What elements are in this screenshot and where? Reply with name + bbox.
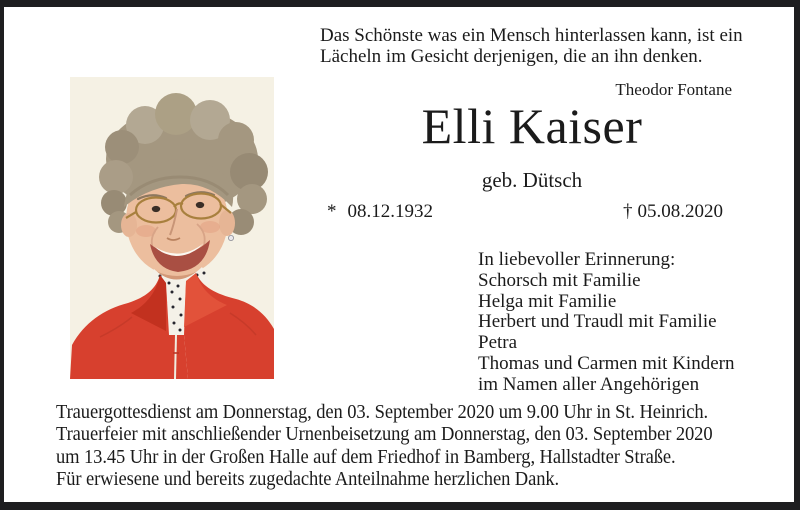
mourner-line: Thomas und Carmen mit Kindern: [478, 352, 735, 374]
mourner-line: Petra: [478, 332, 518, 354]
birth-date: 08.12.1932: [347, 201, 433, 222]
mourner-line: Helga mit Familie: [478, 290, 617, 312]
quote-line-1: Das Schönste was ein Mensch hinterlassen kann, ist ein: [320, 25, 743, 46]
mourner-line: im Namen aller Angehörigen: [478, 373, 700, 395]
service-line: Für erwiesene und bereits zugedachte Anteilnahme herzlichen Dank.: [56, 468, 560, 490]
deceased-name: Elli Kaiser: [421, 98, 643, 154]
service-info-block: [56, 402, 778, 491]
mourner-line: Herbert und Traudl mit Familie: [478, 311, 717, 333]
remembrance-block: [478, 250, 778, 396]
service-line: um 13.45 Uhr in der Großen Halle auf dem Friedhof in Bamberg, Hallstadter Straße.: [56, 446, 676, 468]
death-date: 05.08.2020: [637, 201, 723, 222]
death-date-row: [623, 201, 723, 223]
earring: [228, 235, 233, 240]
memorial-quote: [320, 25, 775, 67]
death-cross-symbol: †: [623, 201, 633, 222]
portrait-illustration: [70, 77, 274, 379]
remembrance-title: In liebevoller Erinnerung:: [478, 249, 676, 270]
quote-attribution: Theodor Fontane: [615, 80, 732, 99]
service-line: Trauerfeier mit anschließender Urnenbeisetzung am Donnerstag, den 03. September 2020: [56, 424, 713, 446]
maiden-name: geb. Dütsch: [481, 168, 583, 192]
service-line: Trauergottesdienst am Donnerstag, den 03. September 2020 um 9.00 Uhr in St. Heinrich.: [56, 402, 709, 423]
birth-star-symbol: *: [327, 201, 337, 222]
quote-line-2: Lächeln im Gesicht derjenigen, die an ihn denken.: [320, 46, 703, 67]
portrait-photo: [70, 77, 274, 379]
birth-date-row: [327, 201, 433, 223]
mourner-line: Schorsch mit Familie: [478, 269, 641, 291]
